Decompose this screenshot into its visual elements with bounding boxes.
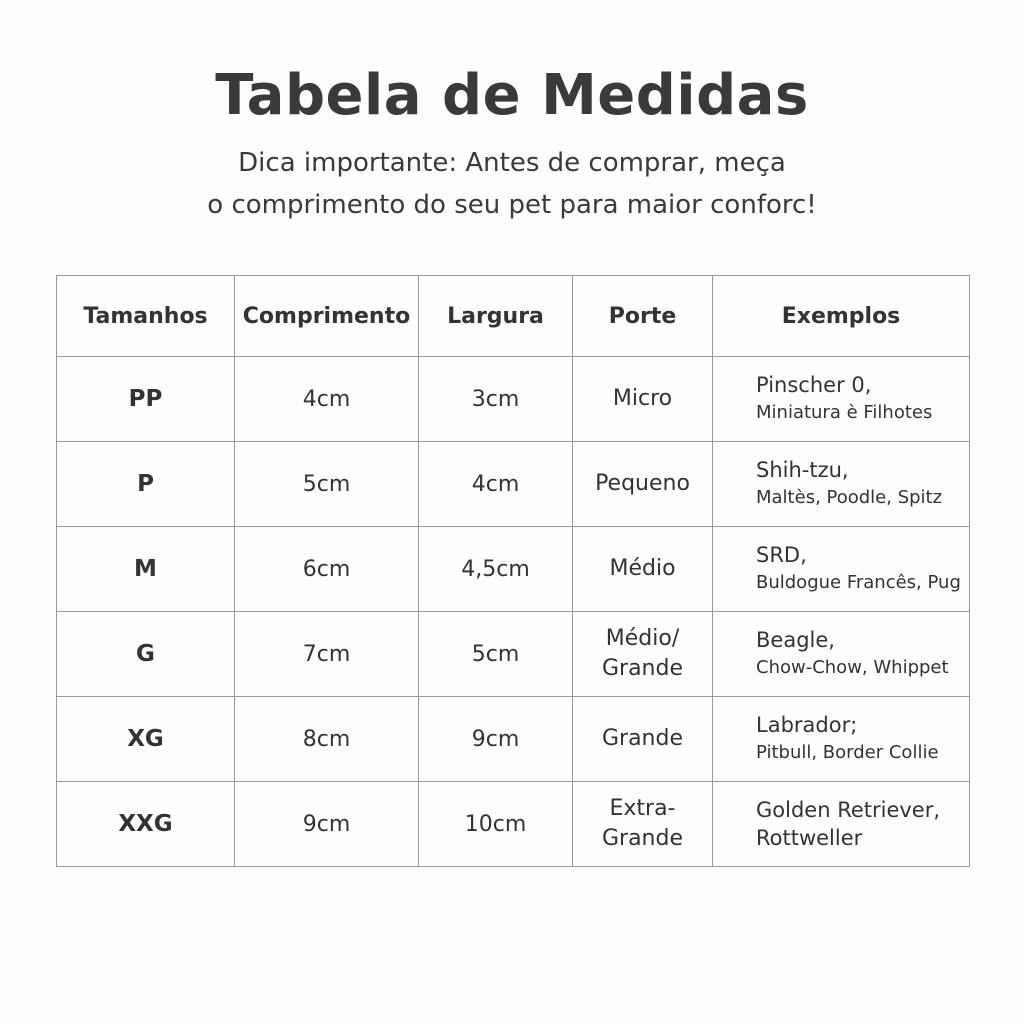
porte-text-line-2: Grande bbox=[601, 826, 684, 851]
width-cell: 3cm bbox=[419, 357, 573, 442]
table-row bbox=[57, 357, 970, 442]
examples-sub: Miniatura è Filhotes bbox=[756, 402, 933, 423]
porte-cell bbox=[573, 527, 713, 612]
length-cell: 4cm bbox=[235, 357, 419, 442]
porte-cell bbox=[573, 442, 713, 527]
size-cell: M bbox=[57, 527, 235, 612]
length-cell: 6cm bbox=[235, 527, 419, 612]
size-cell: PP bbox=[57, 357, 235, 442]
width-cell: 10cm bbox=[419, 782, 573, 867]
examples-sub: Chow-Chow, Whippet bbox=[756, 657, 949, 678]
header-porte: Porte bbox=[573, 276, 713, 357]
table-row bbox=[57, 782, 970, 867]
size-cell: XG bbox=[57, 697, 235, 782]
examples-sub: Buldogue Francês, Pug bbox=[756, 572, 961, 593]
size-cell: XXG bbox=[57, 782, 235, 867]
subtitle-tip bbox=[0, 142, 1024, 226]
examples-main: Pinscher 0, bbox=[756, 373, 872, 397]
table-row bbox=[57, 442, 970, 527]
page-title: Tabela de Medidas bbox=[215, 63, 809, 128]
examples-main: Labrador; bbox=[756, 713, 858, 737]
width-cell: 5cm bbox=[419, 612, 573, 697]
porte-text: Grande bbox=[601, 726, 684, 751]
width-cell: 9cm bbox=[419, 697, 573, 782]
porte-text: Micro bbox=[612, 386, 673, 411]
size-cell: G bbox=[57, 612, 235, 697]
table-row bbox=[57, 697, 970, 782]
subtitle-line-1: Dica importante: Antes de comprar, meça bbox=[238, 148, 786, 178]
examples-cell bbox=[713, 697, 970, 782]
table-header-row bbox=[57, 276, 970, 357]
subtitle-line-2: o comprimento do seu pet para maior conforc! bbox=[207, 190, 817, 220]
length-cell: 5cm bbox=[235, 442, 419, 527]
examples-main: Golden Retriever, bbox=[756, 798, 941, 822]
table-row bbox=[57, 612, 970, 697]
header-exemplos: Exemplos bbox=[713, 276, 970, 357]
porte-cell bbox=[573, 782, 713, 867]
size-cell: P bbox=[57, 442, 235, 527]
porte-cell bbox=[573, 697, 713, 782]
examples-sub: Rottweller bbox=[756, 826, 863, 850]
examples-sub: Pitbull, Border Collie bbox=[756, 742, 939, 763]
porte-text: Médio bbox=[609, 556, 676, 581]
length-cell: 7cm bbox=[235, 612, 419, 697]
width-cell: 4cm bbox=[419, 442, 573, 527]
header-comprimento: Comprimento bbox=[235, 276, 419, 357]
examples-sub: Maltès, Poodle, Spitz bbox=[756, 487, 943, 508]
examples-main: Beagle, bbox=[756, 628, 835, 652]
length-cell: 9cm bbox=[235, 782, 419, 867]
porte-cell bbox=[573, 612, 713, 697]
porte-text-line-1: Extra- bbox=[609, 796, 676, 821]
length-cell: 8cm bbox=[235, 697, 419, 782]
examples-cell bbox=[713, 782, 970, 867]
porte-text-line-2: Grande bbox=[601, 656, 684, 681]
porte-text-line-1: Médio/ bbox=[605, 626, 680, 651]
width-cell: 4,5cm bbox=[419, 527, 573, 612]
examples-cell bbox=[713, 442, 970, 527]
header-largura: Largura bbox=[419, 276, 573, 357]
examples-main: SRD, bbox=[756, 543, 807, 567]
table-row bbox=[57, 527, 970, 612]
size-table bbox=[56, 275, 970, 867]
examples-main: Shih-tzu, bbox=[756, 458, 849, 482]
header-tamanhos: Tamanhos bbox=[57, 276, 235, 357]
examples-cell bbox=[713, 527, 970, 612]
examples-cell bbox=[713, 612, 970, 697]
porte-cell bbox=[573, 357, 713, 442]
porte-text: Pequeno bbox=[595, 471, 690, 496]
examples-cell bbox=[713, 357, 970, 442]
